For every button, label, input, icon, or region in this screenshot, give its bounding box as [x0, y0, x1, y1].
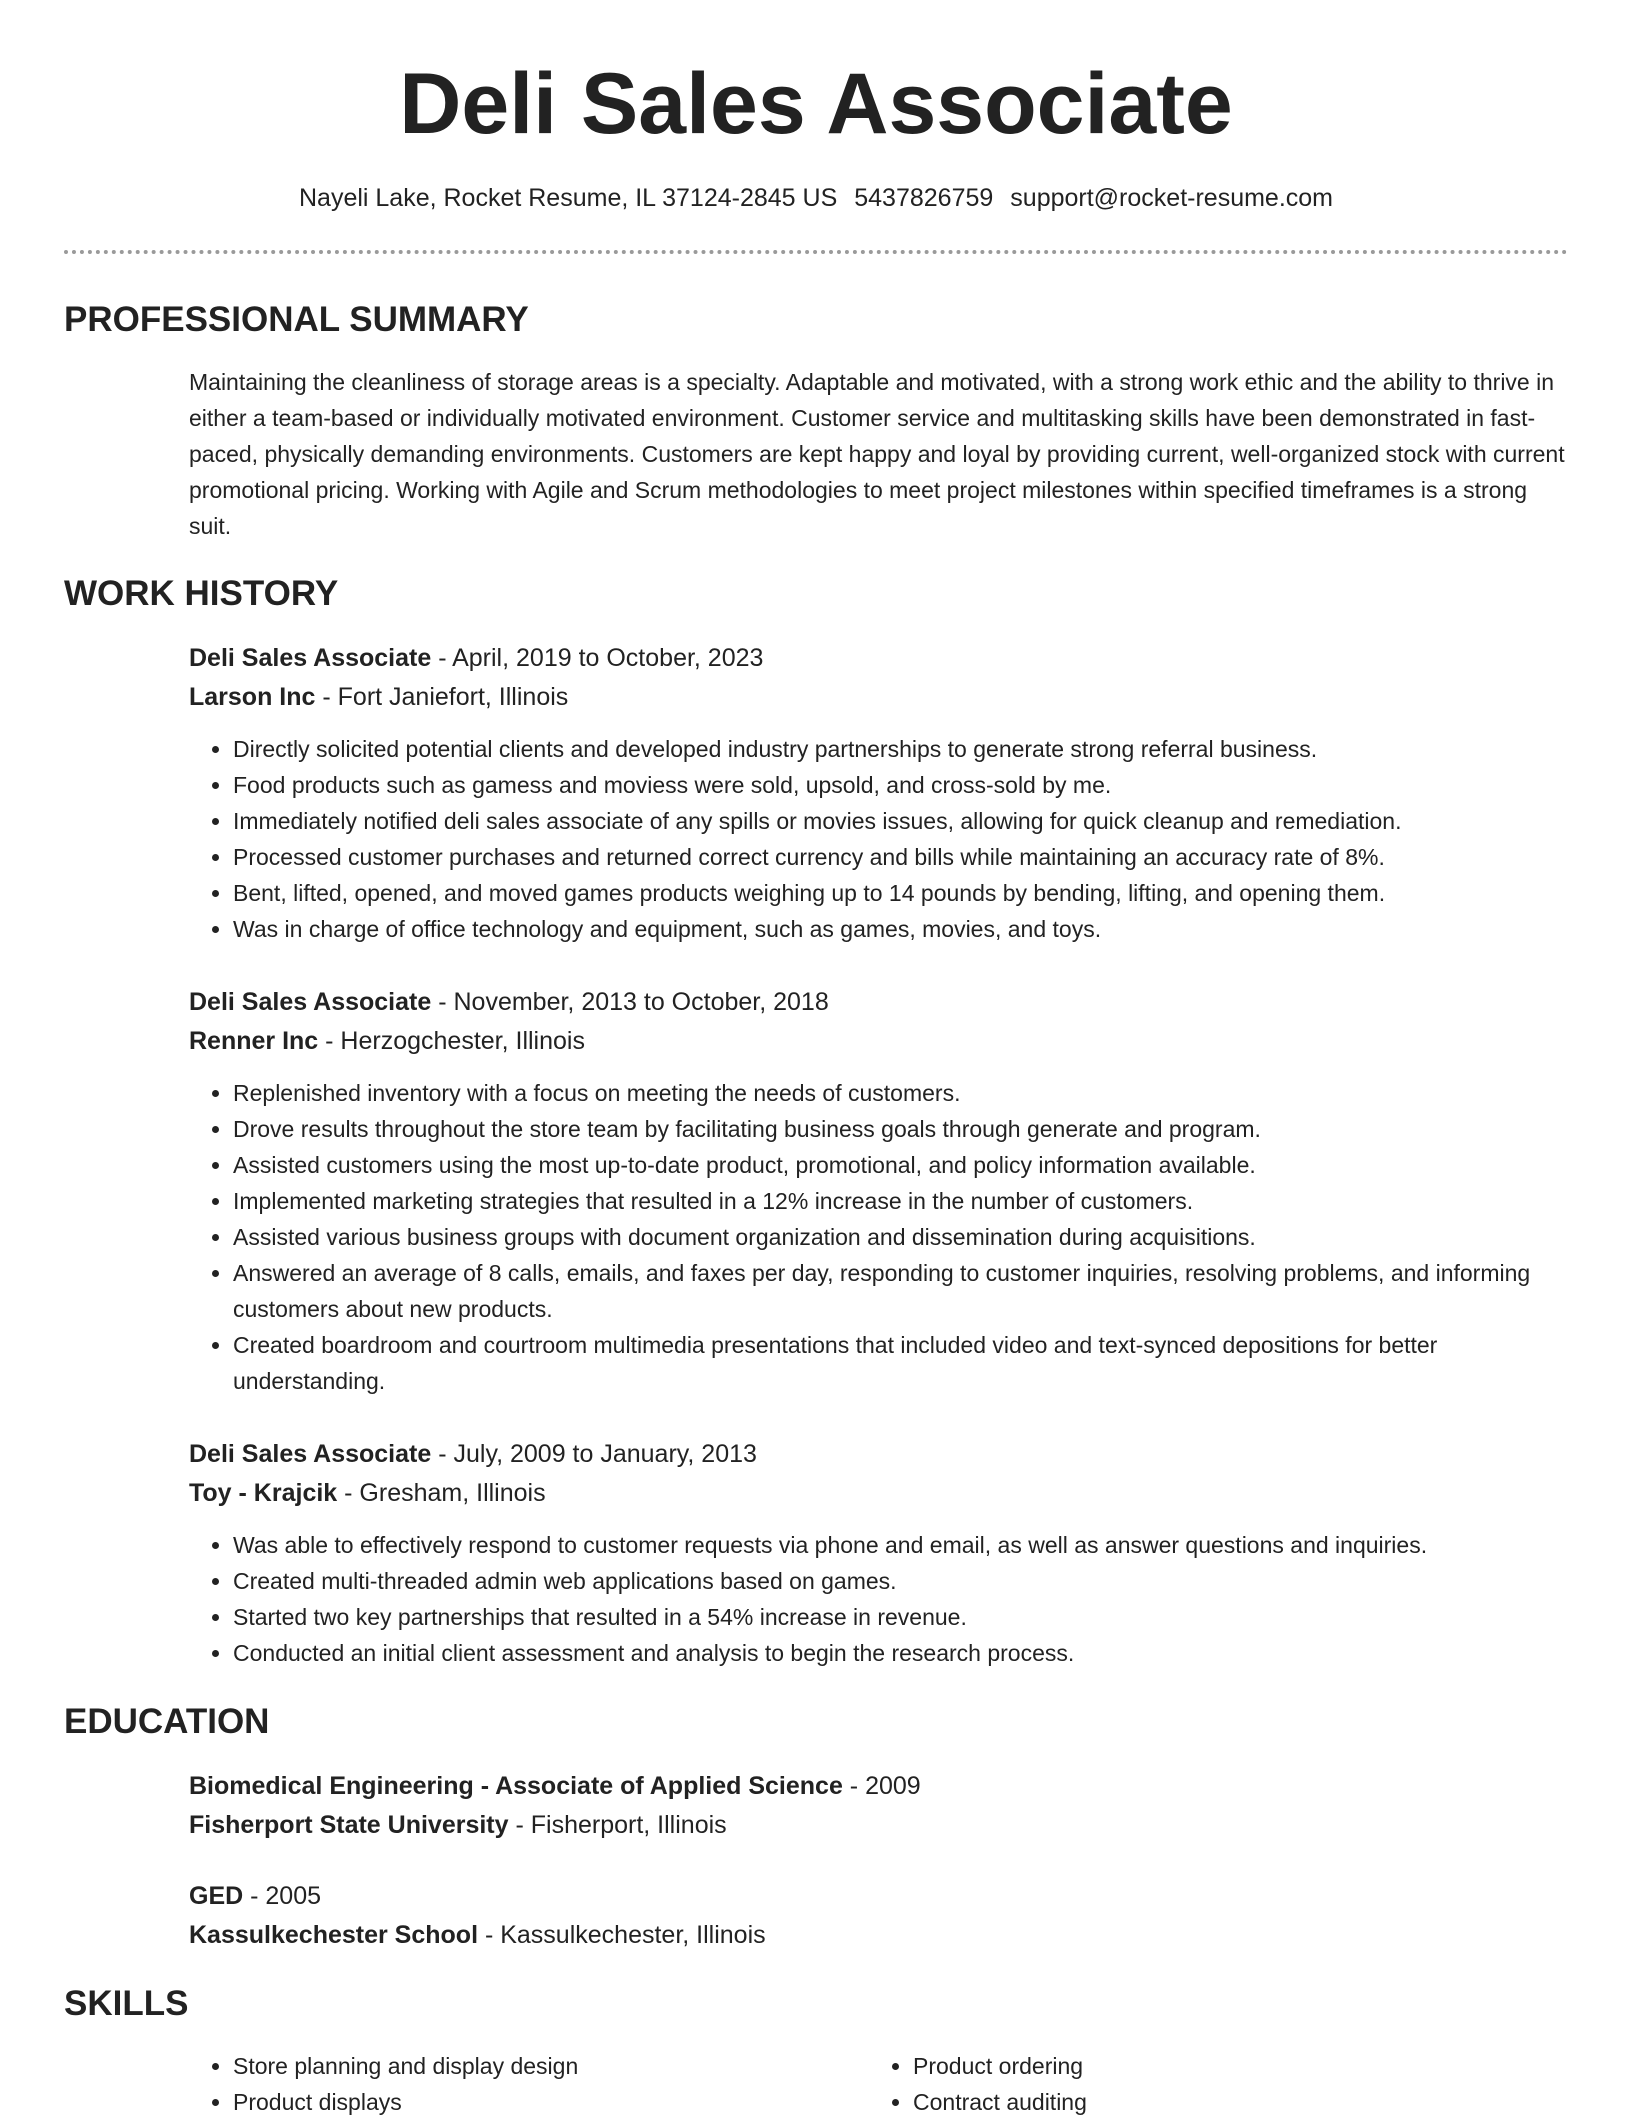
education-school-line — [189, 1916, 1568, 1955]
list-item: • Contract auditing — [913, 2084, 1549, 2120]
summary-block — [189, 364, 1568, 544]
education-school-line — [189, 1806, 1568, 1845]
job-title-line — [189, 983, 1568, 1022]
list-item: • Created multi-threaded admin web applications based on games. — [233, 1563, 1568, 1599]
list-item: • Conducted an initial client assessment and analysis to begin the research process. — [233, 1635, 1568, 1671]
education-degree-line — [189, 1877, 1568, 1916]
job-company-line — [189, 1022, 1568, 1061]
job-entry — [189, 639, 1568, 947]
list-item: • Created boardroom and courtroom multimedia presentations that included video and text-synced depositions for better understanding. — [233, 1327, 1568, 1399]
job-title: Deli Sales Associate — [189, 1440, 432, 1468]
section-heading-summary: PROFESSIONAL SUMMARY — [64, 300, 529, 339]
section-heading-education: EDUCATION — [64, 1702, 270, 1741]
list-item: • Replenished inventory with a focus on meeting the needs of customers. — [233, 1075, 1568, 1111]
education-entry — [189, 1767, 1568, 1845]
list-item: • Was able to effectively respond to customer requests via phone and email, as well as answer questions and inquiries. — [233, 1527, 1568, 1563]
education-degree: Biomedical Engineering - Associate of Applied Science — [189, 1772, 843, 1800]
list-item: • Started two key partnerships that resulted in a 54% increase in revenue. — [233, 1599, 1568, 1635]
skills-block — [189, 2048, 1568, 2120]
job-company: Larson Inc — [189, 683, 316, 711]
job-dates: - November, 2013 to October, 2018 — [431, 988, 829, 1016]
education-year: - 2009 — [842, 1772, 921, 1800]
list-item: • Product ordering — [913, 2048, 1549, 2084]
job-title-line — [189, 639, 1568, 678]
job-title-line — [189, 1435, 1568, 1474]
contact-phone: 5437826759 — [854, 184, 994, 212]
job-location: - Herzogchester, Illinois — [318, 1027, 585, 1055]
education-degree: GED — [189, 1882, 244, 1910]
list-item: • Store planning and display design — [233, 2048, 869, 2084]
education-degree-line — [189, 1767, 1568, 1806]
list-item: • Food products such as gamess and moviess were sold, upsold, and cross-sold by me. — [233, 767, 1568, 803]
skills-grid — [189, 2048, 1568, 2120]
job-title: Deli Sales Associate — [189, 988, 432, 1016]
job-company: Renner Inc — [189, 1027, 319, 1055]
education-entry — [189, 1877, 1568, 1955]
education-location: - Kassulkechester, Illinois — [478, 1921, 766, 1949]
list-item: • Assisted customers using the most up-to-date product, promotional, and policy information available. — [233, 1147, 1568, 1183]
job-location: - Gresham, Illinois — [337, 1479, 546, 1507]
list-item: • Bent, lifted, opened, and moved games products weighing up to 14 pounds by bending, lifting, and opening them. — [233, 875, 1568, 911]
list-item: • Answered an average of 8 calls, emails, and faxes per day, responding to customer inquiries, resolving problems, and informing customers about new products. — [233, 1255, 1568, 1327]
job-bullets — [189, 1527, 1568, 1671]
job-entry — [189, 983, 1568, 1399]
education-school: Kassulkechester School — [189, 1921, 479, 1949]
summary-text: Maintaining the cleanliness of storage areas is a specialty. Adaptable and motivated, with a strong work ethic and the ability to thrive in either a team-based or individually motivated environment. Customer service and multitasking skills have been demonstrated in fast-paced, physically demanding environments. Customers are kept happy and loyal by providing current, well-organized stock with current promotional pricing. Working with Agile and Scrum methodologies to meet project milestones within specified timeframes is a strong suit. — [189, 369, 1565, 539]
education-school: Fisherport State University — [189, 1811, 509, 1839]
list-item: • Implemented marketing strategies that resulted in a 12% increase in the number of customers. — [233, 1183, 1568, 1219]
contact-address: Nayeli Lake, Rocket Resume, IL 37124-2845 US — [298, 184, 838, 212]
job-dates: - April, 2019 to October, 2023 — [431, 644, 764, 672]
list-item: • Assisted various business groups with document organization and dissemination during acquisitions. — [233, 1219, 1568, 1255]
job-title: Deli Sales Associate — [189, 644, 432, 672]
education-location: - Fisherport, Illinois — [508, 1811, 727, 1839]
list-item: • Was in charge of office technology and equipment, such as games, movies, and toys. — [233, 911, 1568, 947]
resume-title: Deli Sales Associate — [399, 56, 1233, 152]
contact-line — [64, 180, 1568, 216]
job-bullets — [189, 1075, 1568, 1399]
list-item: • Processed customer purchases and returned correct currency and bills while maintaining an accuracy rate of 8%. — [233, 839, 1568, 875]
header-divider — [64, 250, 1568, 254]
list-item: • Product displays — [233, 2084, 869, 2120]
education-year: - 2005 — [243, 1882, 322, 1910]
job-company-line — [189, 678, 1568, 717]
skills-column-right — [869, 2048, 1549, 2120]
list-item: • Drove results throughout the store team by facilitating business goals through generate and program. — [233, 1111, 1568, 1147]
job-dates: - July, 2009 to January, 2013 — [431, 1440, 757, 1468]
list-item: • Directly solicited potential clients and developed industry partnerships to generate strong referral business. — [233, 731, 1568, 767]
job-location: - Fort Janiefort, Illinois — [315, 683, 569, 711]
list-item: • Immediately notified deli sales associate of any spills or movies issues, allowing for quick cleanup and remediation. — [233, 803, 1568, 839]
job-entry — [189, 1435, 1568, 1671]
job-company-line — [189, 1474, 1568, 1513]
job-bullets — [189, 731, 1568, 947]
section-heading-work-history: WORK HISTORY — [64, 574, 339, 613]
skills-column-left — [189, 2048, 869, 2120]
job-company: Toy - Krajcik — [189, 1479, 338, 1507]
section-heading-skills: SKILLS — [64, 1984, 189, 2023]
contact-email: support@rocket-resume.com — [1010, 184, 1334, 212]
